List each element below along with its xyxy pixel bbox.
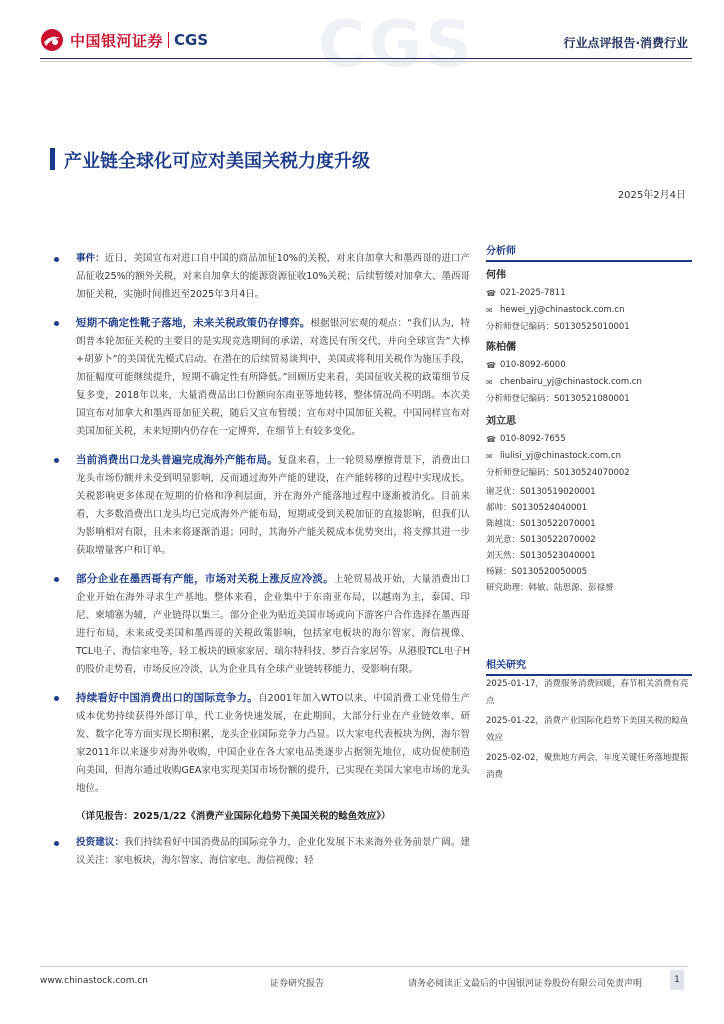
main-content	[52, 250, 470, 880]
analyst-cert: 分析师登记编码：S0130524070002	[486, 468, 630, 478]
bullet-text: 根据银河宏观的观点：“我们认为，特朗普本轮加征关税的主要目的是实现竞选期间的承诺，对选民有所交代，并向全球宣告“大棒+胡萝卜”的美国优先模式启动。在潜在的后续贸易谈判中，美国或将利用关税作为施压手段，加征幅度可能继续提升，短期不确定性有所降低。”回顾历史来看，美国征收关税的政策细节反复多变，2018年以来，大量消费品出口份额向东南亚等地转移，整体情况尚不明朗。本次美国宣布对加拿大和墨西哥加征关税，随后又宣布暂缓；宣布对中国加征关税，中国同样宣布对美国加征关税，未来短期内仍存在一定博弈，在细节上有较多变化。	[76, 318, 470, 437]
analyst-email[interactable]: liulisi_yj@chinastock.com.cn	[500, 451, 621, 461]
email-icon: ✉	[486, 452, 493, 461]
analyst-name: 刘立思	[486, 416, 516, 427]
brand-name-en: CGS	[174, 31, 209, 49]
email-icon: ✉	[486, 378, 493, 387]
header-divider	[40, 58, 692, 59]
footer-disclaimer: 请务必阅读正文最后的中国银河证券股份有限公司免责声明	[408, 979, 643, 989]
analyst-cert: 分析师登记编码：S0130521080001	[486, 394, 630, 404]
phone-icon: ☎	[486, 435, 496, 444]
analyst-section-heading: 分析师	[486, 242, 692, 262]
related-research-list	[486, 676, 692, 787]
bullet-item	[52, 451, 470, 560]
header-divider-thin	[40, 61, 692, 62]
email-icon: ✉	[486, 306, 493, 315]
footer-label: 证券研究报告	[270, 979, 325, 989]
bullet-lead: 部分企业在墨西哥有产能，市场对关税上涨反应冷淡。	[76, 573, 334, 585]
phone-icon: ☎	[486, 289, 496, 298]
related-research-heading: 相关研究	[486, 656, 692, 676]
analyst-card	[486, 338, 692, 408]
see-report-reference: （详见报告：2025/1/22《消费产业国际化趋势下美国关税的鲶鱼效应》）	[76, 811, 391, 822]
header-watermark: CGS	[318, 8, 476, 82]
assistant-item: 研究助理：韩敏、陆思源、彭禄赟	[486, 583, 614, 593]
analyst-card	[486, 412, 692, 482]
bullet-text: 近日，美国宣布对进口自中国的商品加征10%的关税，对来自加拿大和墨西哥的进口产品征收25%的额外关税，对来自加拿大的能源资源征收10%关税；后续暂缓对加拿大、墨西哥加征关税，实施时间推迟至2025年3月4日。	[76, 253, 470, 300]
analyst-email[interactable]: chenbairu_yj@chinastock.com.cn	[500, 377, 642, 387]
brand-divider	[168, 32, 169, 48]
report-type: 行业点评报告·消费行业	[563, 36, 688, 50]
assistant-item: 陈越岚：S0130522070001	[486, 519, 596, 529]
investment-advice	[52, 834, 470, 870]
analyst-name: 陈柏儒	[486, 342, 516, 353]
footer-divider	[40, 966, 688, 967]
bullet-item	[52, 250, 470, 304]
bullet-text: 上轮贸易战开始，大量消费出口企业开始在海外寻求生产基地。整体来看，企业集中于东南亚布局，以越南为主，泰国、印尼、柬埔寨为辅，产业链得以集三。部分企业为贴近美国市场或向下游客户合作选择在墨西哥进行布局，未来或受美国和墨西哥的关税政策影响，包括家电板块的海尔智家、海信视像、TCL电子、海信家电等，轻工板块的顾家家居、瑞尔特科技、梦百合家居等。从港股TCL电子H的股价走势看，市场反应冷淡，认为企业具有全球产业链转移能力，受影响有限。	[76, 574, 470, 675]
analyst-email[interactable]: hewei_yj@chinastock.com.cn	[500, 305, 625, 315]
brand-name-cn: 中国银河证券	[70, 31, 164, 50]
bullet-lead: 短期不确定性靴子落地，未来关税政策仍存博弈。	[76, 317, 311, 329]
analyst-phone: 021-2025-7811	[500, 288, 566, 298]
galaxy-logo-icon	[40, 28, 64, 52]
report-date: 2025年2月4日	[617, 190, 686, 201]
bullet-dot-icon	[54, 321, 59, 326]
bullet-item	[52, 689, 470, 798]
analyst-phone: 010-8092-7655	[500, 434, 566, 444]
title-accent-bar	[50, 148, 55, 170]
assistant-item: 刘光意：S0130522070002	[486, 535, 596, 545]
brand-logo	[40, 26, 208, 54]
bullet-dot-icon	[54, 577, 59, 582]
page-number: 1	[670, 970, 684, 990]
footer-website[interactable]: www.chinastock.com.cn	[40, 976, 148, 986]
bullet-lead: 当前消费出口龙头普遍完成海外产能布局。	[76, 454, 278, 466]
bullet-lead: 持续看好中国消费出口的国际竞争力。	[76, 692, 258, 704]
bullet-dot-icon	[54, 841, 59, 846]
assistant-list	[486, 484, 692, 596]
analyst-phone: 010-8092-6000	[500, 360, 566, 370]
bullet-text: 复盘来看，上一轮贸易摩擦背景下，消费出口龙头市场份额并未受到明显影响，反而通过海外产能的建设，在产能转移的过程中实现成长。关税影响更多体现在短期的价格和净利层面，并在海外产能落地过程中逐渐被消化。目前来看，大多数消费出口龙头均已完成海外产能布局，短期或受到关税加征的直接影响，但我们认为影响相对有限，且未来将逐渐消退；同时，其海外产能关税成本优势突出，将支撑其进一步获取增量客户和订单。	[76, 455, 470, 556]
analyst-cert: 分析师登记编码：S0130525010001	[486, 322, 630, 332]
bullet-dot-icon	[54, 257, 59, 262]
assistant-item: 谢芝优：S0130519020001	[486, 487, 596, 497]
bullet-dot-icon	[54, 696, 59, 701]
report-title: 产业链全球化可应对美国关税力度升级	[64, 151, 370, 172]
assistant-item: 刘天然：S0130523040001	[486, 551, 596, 561]
bullet-text: 自2001年加入WTO以来，中国消费工业凭借生产成本优势持续获得外部订单，代工业务快速发展，在此期间，大部分行业在产业链效率、研发、数字化等方面实现长期积累，龙头企业国际竞争力凸显。以大家电代表板块为例，海尔智家2011年以来逐步对海外收购，中国企业在各大家电品类逐步占据领先地位，成功促使制造向美国，但海尔通过收购GEA家电实现美国市场份额的提升，已实现在美国大家电市场的龙头地位。	[76, 693, 470, 794]
investment-text: 我们持续看好中国消费品的国际竞争力，企业化发展下未来海外业务前景广阔。建议关注：家电板块，海尔智家、海信家电、海信视像；轻	[76, 837, 470, 866]
investment-lead: 投资建议：	[76, 837, 125, 848]
related-research-item[interactable]: 2025-01-17，消费服务消费回暖，春节相关消费有亮点	[486, 679, 689, 706]
related-research-item[interactable]: 2025-01-22，消费产业国际化趋势下美国关税的鲶鱼效应	[486, 716, 689, 743]
analyst-name: 何伟	[486, 270, 506, 281]
bullet-dot-icon	[54, 458, 59, 463]
assistant-item: 郝帅：S0130524040001	[486, 503, 588, 513]
bullet-item	[52, 570, 470, 679]
phone-icon: ☎	[486, 361, 496, 370]
bullet-item	[52, 314, 470, 441]
assistant-item: 杨颖：S0130520050005	[486, 567, 588, 577]
related-research-item[interactable]: 2025-02-02，聚焦地方两会，年度关键任务落地提振消费	[486, 753, 689, 780]
analyst-card	[486, 266, 692, 336]
bullet-lead: 事件：	[76, 253, 105, 264]
